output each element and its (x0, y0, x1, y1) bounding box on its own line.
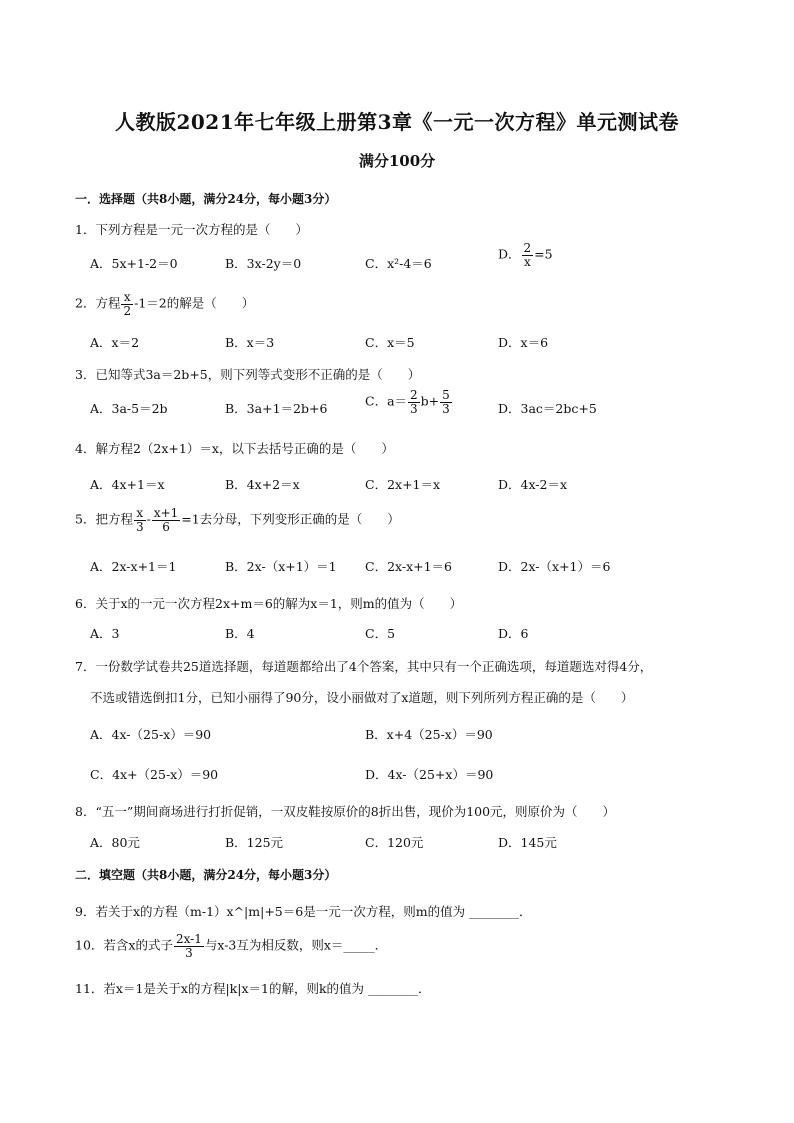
q3-frac1-den: 3 (410, 401, 418, 416)
q4-option-d: D．4x-2＝x (498, 477, 568, 492)
question-6: 6．关于x的一元一次方程2x+m＝6的解为x＝1，则m的值为（ ） (75, 596, 463, 611)
question-2 (75, 291, 254, 317)
question-11: 11．若x＝1是关于x的方程|k|x＝1的解，则k的值为 ________． (75, 981, 431, 996)
q2-option-c: C．x＝5 (365, 335, 415, 350)
q5-pre: 5．把方程 (75, 511, 133, 527)
q5-frac2-den: 6 (162, 519, 170, 534)
section-heading-fill: 二．填空题（共8小题，满分24分，每小题3分） (75, 868, 337, 882)
q6-option-a: A．3 (90, 626, 120, 641)
q2-frac-den: 2 (123, 303, 132, 318)
q5-option-d: D．2x-（x+1）＝6 (498, 559, 611, 574)
q6-option-d: D．6 (498, 626, 529, 641)
q5-frac2-num: x+1 (153, 506, 179, 520)
q3-option-d: D．3ac＝2bc+5 (498, 401, 597, 416)
question-4: 4．解方程2（2x+1）＝x，以下去括号正确的是（ ） (75, 441, 394, 456)
q5-fraction-2 (152, 507, 180, 533)
q1-option-a: A．5x+1-2＝0 (90, 256, 178, 271)
page-subtitle: 满分100分 (358, 152, 436, 170)
q1-frac-num: 2 (523, 241, 532, 255)
question-1: 1．下列方程是一元一次方程的是（ ） (75, 222, 308, 237)
q1-fraction (522, 242, 534, 268)
q5-fraction-1 (134, 507, 146, 533)
q2-pre: 2．方程 (75, 295, 121, 311)
q8-option-a: A．80元 (90, 835, 140, 850)
section-heading-choice: 一．选择题（共8小题，满分24分，每小题3分） (75, 192, 337, 206)
q2-post: -1＝2的解是（ ） (134, 295, 255, 311)
q7-option-a: A．4x-（25-x）＝90 (90, 727, 212, 742)
q2-option-b: B．x＝3 (225, 335, 275, 350)
q5-option-c: C．2x-x+1＝6 (365, 559, 452, 574)
q5-frac1-den: 3 (135, 519, 144, 534)
q2-fraction (121, 291, 133, 317)
q2-option-d: D．x＝6 (498, 335, 549, 350)
q2-frac-num: x (121, 291, 133, 305)
q8-option-c: C．120元 (365, 835, 424, 850)
q8-option-b: B．125元 (225, 835, 284, 850)
q2-option-a: A．x＝2 (90, 335, 140, 350)
question-7-line-2: 不选或错选倒扣1分，已知小丽得了90分，设小丽做对了x道题，则下列所列方程正确的是（ ） (90, 690, 634, 705)
question-3: 3．已知等式3a＝2b+5，则下列等式变形不正确的是（ ） (75, 367, 421, 382)
q10-post: 与x-3互为相反数，则x＝_____． (204, 937, 388, 953)
q4-option-b: B．4x+2＝x (225, 477, 300, 492)
q4-option-a: A．4x+1＝x (90, 477, 165, 492)
q1-option-d-rest: =5 (534, 246, 553, 262)
q3-c-pre: C．a＝ (365, 393, 408, 409)
q7-option-d: D．4x-（25+x）＝90 (365, 767, 494, 782)
q3-fraction-1 (408, 389, 420, 415)
q3-frac2-num: 5 (442, 388, 450, 402)
q10-pre: 10．若含x的式子 (75, 937, 173, 953)
q3-fraction-2 (440, 389, 452, 415)
q3-option-a: A．3a-5＝2b (90, 401, 168, 416)
q3-option-b: B．3a+1＝2b+6 (225, 401, 328, 416)
q10-frac-den: 3 (185, 945, 193, 960)
q1-option-b: B．3x-2y＝0 (225, 256, 302, 271)
question-10 (75, 933, 387, 959)
question-5 (75, 507, 400, 533)
q1-frac-den: x (523, 254, 531, 269)
question-7-line-1: 7．一份数学试卷共25道选择题，每道题都给出了4个答案，其中只有一个正确选项，每道题选对得4分， (75, 659, 653, 674)
q5-option-b: B．2x-（x+1）＝1 (225, 559, 337, 574)
page-title: 人教版2021年七年级上册第3章《一元一次方程》单元测试卷 (114, 110, 680, 134)
q6-option-c: C．5 (365, 626, 396, 641)
q3-frac1-num: 2 (410, 388, 418, 402)
q1-option-d (498, 242, 553, 268)
question-8: 8．“五一”期间商场进行打折促销，一双皮鞋按原价的8折出售，现价为100元，则原价为（ ） (75, 804, 616, 819)
question-9: 9．若关于x的方程（m-1）x^|m|+5＝6是一元一次方程，则m的值为 ________． (75, 904, 532, 919)
q1-option-c: C．x²-4＝6 (365, 256, 432, 271)
q5-option-a: A．2x-x+1＝1 (90, 559, 177, 574)
q3-option-c (365, 389, 453, 415)
q5-mid: - (146, 511, 151, 527)
q8-option-d: D．145元 (498, 835, 557, 850)
q6-option-b: B．4 (225, 626, 255, 641)
q10-frac-num: 2x-1 (175, 932, 202, 946)
q5-post: =1去分母，下列变形正确的是（ ） (181, 511, 400, 527)
q7-option-b: B．x+4（25-x）＝90 (365, 727, 493, 742)
q7-option-c: C．4x+（25-x）＝90 (90, 767, 219, 782)
q5-frac1-num: x (134, 507, 146, 521)
q10-fraction (174, 933, 204, 959)
q1-option-d-label: D． (498, 246, 521, 262)
q3-frac2-den: 3 (442, 401, 450, 416)
q3-c-mid: b+ (420, 393, 440, 409)
q4-option-c: C．2x+1＝x (365, 477, 441, 492)
